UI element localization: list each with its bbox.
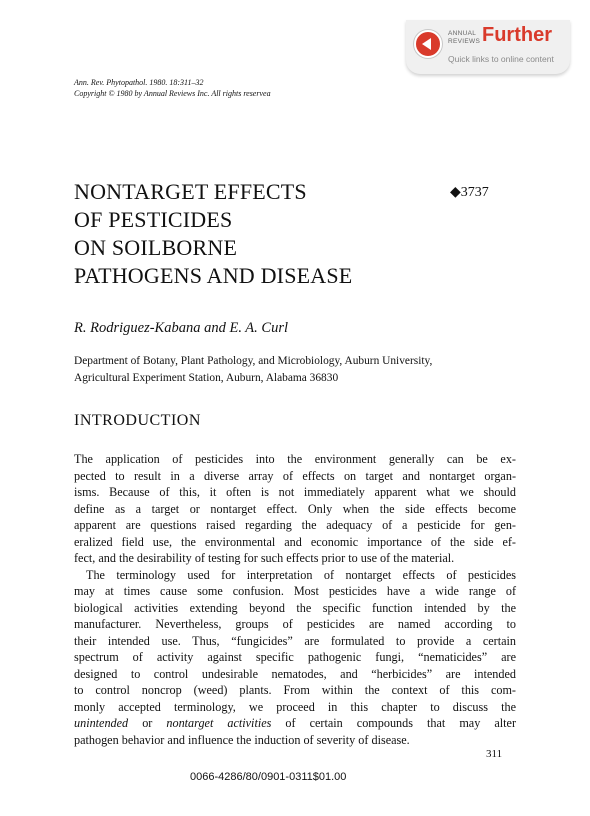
text-line: their intended use. Thus, “fungicides” are formulated to provide a certain: [74, 633, 516, 648]
price-code: 0066-4286/80/0901-0311$01.00: [190, 771, 347, 783]
title-line: NONTARGET EFFECTS: [74, 179, 307, 204]
text-line: eralized field use, the environmental and economic importance of the side ef-: [74, 534, 516, 549]
article-title: [74, 178, 352, 290]
text-fragment: of certain compounds that may alter: [271, 716, 517, 730]
section-heading: INTRODUCTION: [74, 412, 201, 429]
journal-citation: Ann. Rev. Phytopathol. 1980. 18:311–32: [74, 78, 204, 87]
emphasis-nontarget-activities: nontarget activities: [166, 716, 272, 730]
title-line: PATHOGENS AND DISEASE: [74, 263, 353, 288]
affiliation: [74, 353, 514, 387]
text-line: The application of pesticides into the environment generally can be ex-: [74, 452, 516, 466]
page-number: 311: [486, 748, 503, 760]
text-line: pathogen behavior and influence the induction of severity of disease.: [74, 732, 410, 747]
text-line: to control noncrop (weed) plants. From within the context of this com-: [74, 683, 516, 697]
badge-reviews-label: REVIEWS: [448, 38, 481, 45]
text-fragment: or: [128, 716, 167, 730]
text-line: define as a target or nontarget effect. Only when the side effects become: [74, 501, 516, 516]
text-line: designed to control undesirable nematodes, and “herbicides” are intended: [74, 666, 516, 681]
badge-subtitle: Quick links to online content: [448, 54, 554, 64]
copyright-line: Copyright © 1980 by Annual Reviews Inc. All rights reservea: [74, 89, 271, 98]
badge-annual-label: ANNUAL: [448, 30, 477, 37]
text-line: manufacturer. Nevertheless, groups of pesticides are named according to: [74, 617, 516, 631]
text-line: spectrum of activity against specific pathogenic fungi, “nematicides” are: [74, 650, 516, 664]
text-line: may at times cause some confusion. Most pesticides have a wide range of: [74, 584, 516, 598]
paragraph-1: [74, 451, 516, 567]
text-line: apparent are questions raised regarding the adequacy of a pesticide for gen-: [74, 518, 516, 532]
text-line: isms. Because of this, it often is not immediately apparent what we should: [74, 485, 516, 499]
article-identifier: ◆3737: [450, 185, 489, 200]
emphasis-unintended: unintended: [74, 716, 129, 730]
paragraph-2: [74, 567, 516, 749]
text-line: The terminology used for interpretation of nontarget effects of pesticides: [86, 567, 516, 582]
arrow-left-icon: [414, 30, 442, 58]
affiliation-line: Department of Botany, Plant Pathology, and Microbiology, Auburn University,: [74, 355, 433, 367]
title-line: OF PESTICIDES: [74, 207, 233, 232]
authors: R. Rodriguez-Kabana and E. A. Curl: [74, 320, 289, 336]
text-line: [74, 715, 516, 732]
text-line: pected to result in a diverse array of effects on target and nontarget organ-: [74, 468, 516, 483]
affiliation-line: Agricultural Experiment Station, Auburn, Alabama 36830: [74, 372, 339, 384]
badge-further-label: Further: [482, 24, 552, 46]
text-line: biological activities extending beyond the specific function intended by the: [74, 600, 516, 615]
text-line: monly accepted terminology, we proceed in this chapter to discuss the: [74, 699, 516, 714]
title-line: ON SOILBORNE: [74, 235, 238, 260]
text-line: fect, and the desirability of testing for such effects prior to use of the material.: [74, 551, 455, 565]
further-badge[interactable]: [406, 20, 570, 74]
